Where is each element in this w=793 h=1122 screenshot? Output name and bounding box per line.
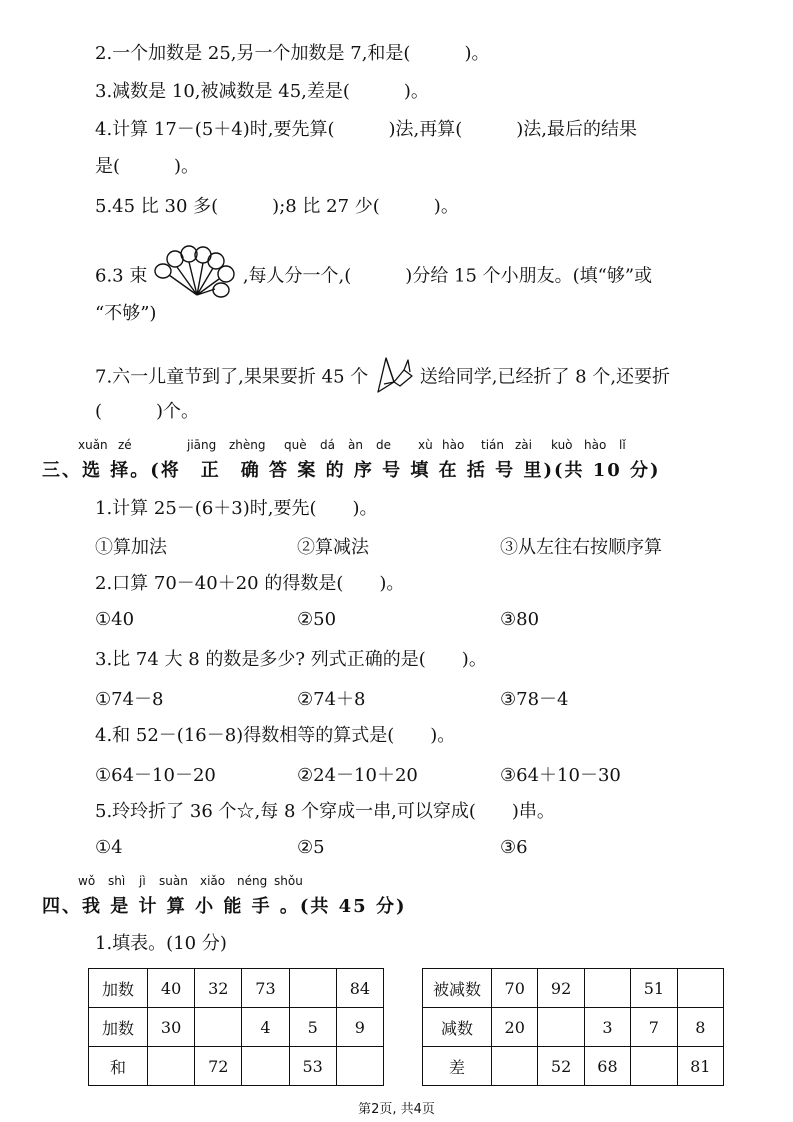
table-cell: 92 (538, 969, 584, 1008)
mc-question-2: 2.口算 70－40＋20 的得数是( )。 (95, 573, 405, 594)
table-row-header: 加数 (89, 1008, 148, 1047)
table-cell (336, 1047, 383, 1086)
pinyin: néng (237, 874, 268, 888)
table-row (89, 1008, 384, 1047)
table-cell: 4 (242, 1008, 289, 1047)
table-row-header: 被减数 (423, 969, 492, 1008)
mc-option: ①74－8 (95, 689, 164, 710)
page-footer: 第2页, 共4页 (358, 1102, 435, 1117)
pinyin: què (284, 438, 307, 452)
table-row (89, 969, 384, 1008)
table-cell: 30 (148, 1008, 195, 1047)
table-row-header: 加数 (89, 969, 148, 1008)
table-cell (289, 969, 336, 1008)
question-2: 2.一个加数是 25,另一个加数是 7,和是( )。 (95, 43, 490, 64)
table-cell (677, 969, 723, 1008)
mc-option: ②74＋8 (297, 689, 366, 710)
pinyin: shì (108, 874, 126, 888)
table-row (423, 1047, 724, 1086)
mc-option: ①64－10－20 (95, 765, 216, 786)
pinyin: àn (348, 438, 363, 452)
mc-option: ③80 (500, 609, 540, 630)
table-cell: 8 (677, 1008, 723, 1047)
question-6-line2: “不够”) (95, 303, 157, 324)
question-4-line1: 4.计算 17－(5＋4)时,要先算( )法,再算( )法,最后的结果 (95, 119, 638, 140)
table-cell: 51 (631, 969, 677, 1008)
question-7-suffix: 送给同学,已经折了 8 个,还要折 (419, 366, 671, 388)
table-cell (195, 1008, 242, 1047)
question-3: 3.减数是 10,被减数是 45,差是( )。 (95, 81, 429, 102)
table-cell (492, 1047, 538, 1086)
table-row (89, 1047, 384, 1086)
mc-question-1: 1.计算 25－(6＋3)时,要先( )。 (95, 498, 378, 519)
pinyin: wǒ (78, 874, 96, 888)
table-row-header: 差 (423, 1047, 492, 1086)
table-cell: 5 (289, 1008, 336, 1047)
mc-option: ③从左往右按顺序算 (500, 537, 662, 558)
pinyin: tián (481, 438, 504, 452)
mc-question-5: 5.玲玲折了 36 个☆,每 8 个穿成一串,可以穿成( )串。 (95, 801, 555, 822)
mc-option: ③78－4 (500, 689, 569, 710)
table-row-header: 减数 (423, 1008, 492, 1047)
pinyin: xiǎo (200, 874, 226, 888)
pinyin: lǐ (619, 438, 626, 452)
mc-option: ③6 (500, 837, 528, 858)
table-cell: 32 (195, 969, 242, 1008)
subtraction-table (422, 968, 724, 1086)
mc-question-3: 3.比 74 大 8 的数是多少? 列式正确的是( )。 (95, 649, 487, 670)
mc-option: ②24－10＋20 (297, 765, 418, 786)
mc-option: ①40 (95, 609, 135, 630)
mc-question-4: 4.和 52－(16－8)得数相等的算式是( )。 (95, 725, 456, 746)
balloons-icon (153, 245, 237, 308)
table-cell (242, 1047, 289, 1086)
table-cell: 52 (538, 1047, 584, 1086)
table-cell: 70 (492, 969, 538, 1008)
table-cell: 68 (584, 1047, 630, 1086)
question-4-line2: 是( )。 (95, 156, 200, 177)
table-cell: 7 (631, 1008, 677, 1047)
question-6-prefix: 6.3 束 (95, 265, 148, 287)
fill-table-instruction: 1.填表。(10 分) (95, 933, 227, 954)
table-cell: 3 (584, 1008, 630, 1047)
pinyin: zé (118, 438, 132, 452)
table-row-header: 和 (89, 1047, 148, 1086)
table-cell (631, 1047, 677, 1086)
pinyin: xuǎn (78, 438, 108, 452)
table-cell: 9 (336, 1008, 383, 1047)
pinyin: zài (515, 438, 532, 452)
pinyin: hào (584, 438, 607, 452)
table-row (423, 1008, 724, 1047)
paper-crane-icon (374, 352, 414, 403)
table-row (423, 969, 724, 1008)
pinyin: hào (442, 438, 465, 452)
question-7-line2: ( )个。 (95, 401, 200, 422)
table-cell: 20 (492, 1008, 538, 1047)
mc-option: ①算加法 (95, 537, 167, 558)
table-cell: 40 (148, 969, 195, 1008)
question-5: 5.45 比 30 多( );8 比 27 少( )。 (95, 196, 459, 217)
pinyin: shǒu (274, 874, 303, 888)
section-3-title: 三、选 择。(将 正 确 答 案 的 序 号 填 在 括 号 里)(共 10 分) (42, 460, 661, 481)
mc-option: ②算减法 (297, 537, 369, 558)
question-6-suffix: ,每人分一个,( )分给 15 个小朋友。(填“够”或 (242, 265, 653, 287)
addition-table (88, 968, 384, 1086)
table-cell (538, 1008, 584, 1047)
mc-option: ②50 (297, 609, 337, 630)
pinyin: kuò (551, 438, 573, 452)
mc-option: ①4 (95, 837, 123, 858)
table-cell: 73 (242, 969, 289, 1008)
question-6-line1 (95, 245, 652, 308)
pinyin: dá (320, 438, 335, 452)
table-cell (584, 969, 630, 1008)
question-7-line1 (95, 352, 670, 403)
table-cell: 84 (336, 969, 383, 1008)
pinyin: xù (418, 438, 433, 452)
question-7-prefix: 7.六一儿童节到了,果果要折 45 个 (95, 366, 369, 388)
mc-option: ②5 (297, 837, 325, 858)
table-cell: 72 (195, 1047, 242, 1086)
pinyin: jiāng (187, 438, 217, 452)
table-cell: 81 (677, 1047, 723, 1086)
pinyin: jì (139, 874, 146, 888)
mc-option: ③64＋10－30 (500, 765, 621, 786)
pinyin: suàn (159, 874, 188, 888)
section-4-title: 四、我 是 计 算 小 能 手 。(共 45 分) (42, 896, 407, 917)
pinyin: zhèng (229, 438, 266, 452)
pinyin: de (376, 438, 391, 452)
table-cell (148, 1047, 195, 1086)
table-cell: 53 (289, 1047, 336, 1086)
